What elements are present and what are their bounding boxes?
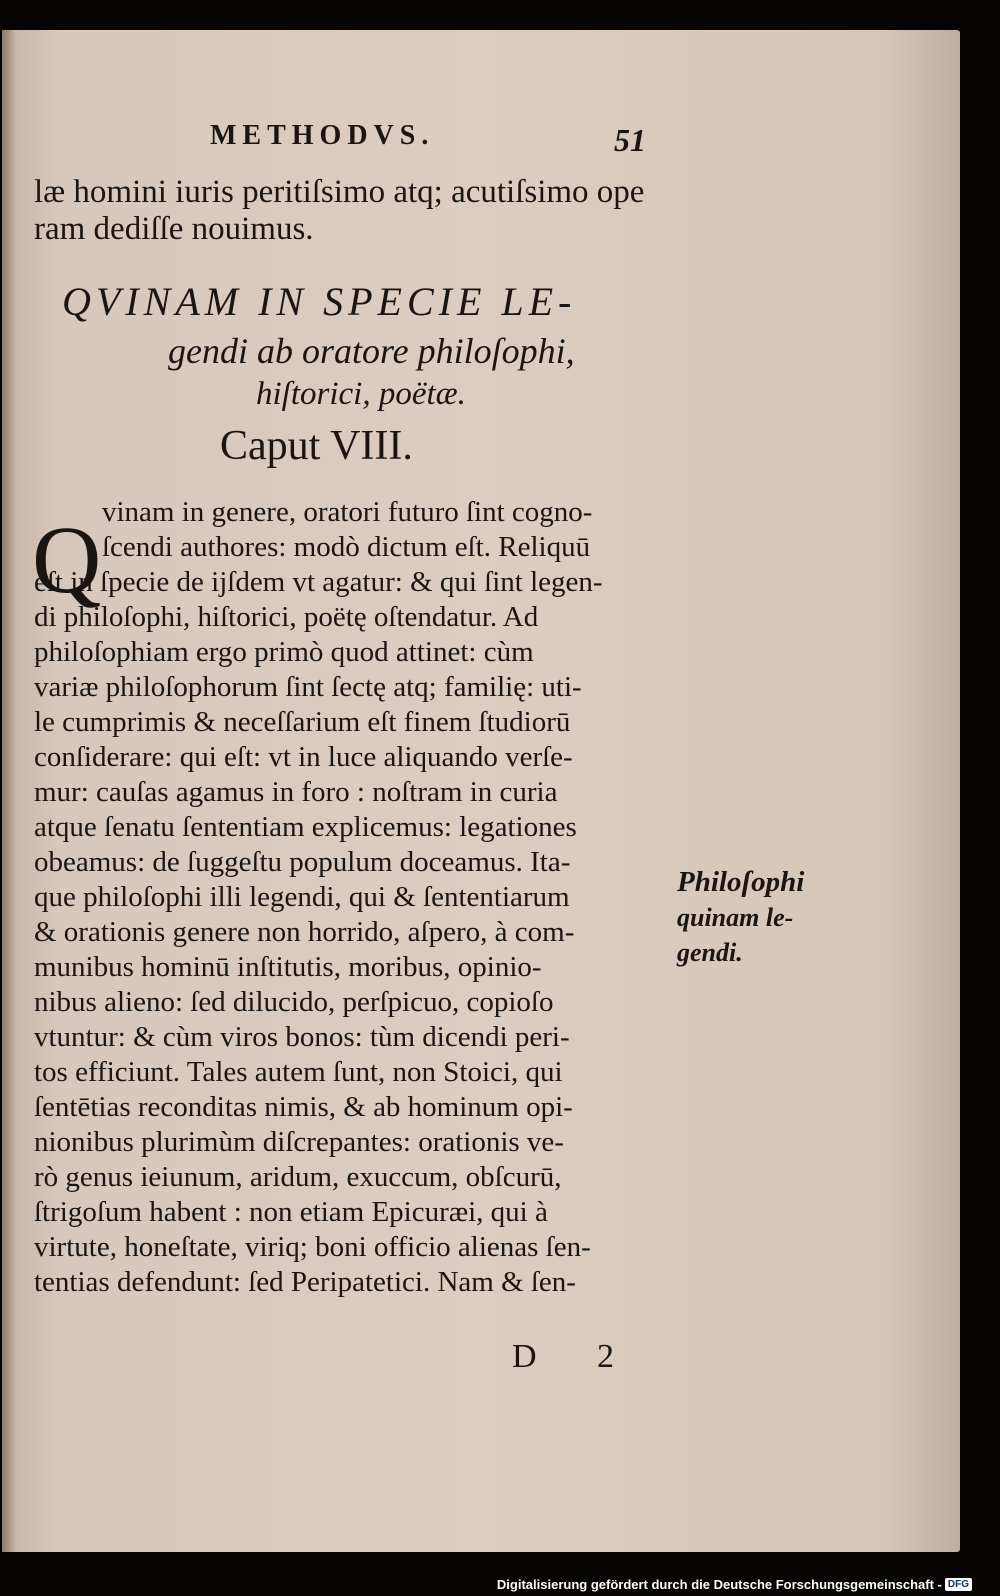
- body-line: ſtrigoſum habent : non etiam Epicuræi, qui à: [34, 1196, 548, 1228]
- drop-cap: Q: [32, 506, 102, 613]
- book-page: [2, 30, 960, 1552]
- body-line: atque ſenatu ſententiam explicemus: legationes: [34, 811, 577, 843]
- body-line: mur: cauſas agamus in foro : noſtram in curia: [34, 776, 558, 808]
- body-line: obeamus: de ſuggeſtu populum doceamus. Ita-: [34, 846, 571, 878]
- chapter-heading-line-2: gendi ab oratore philoſophi,: [168, 331, 575, 371]
- body-line: tos efficiunt. Tales autem ſunt, non Stoici, qui: [34, 1056, 563, 1088]
- intro-line: læ homini iuris peritiſsimo atq; acutiſsimo ope: [34, 174, 645, 210]
- body-line: ſcendi authores: modò dictum eſt. Reliquū: [102, 531, 591, 563]
- body-line: & orationis genere non horrido, aſpero, à com-: [34, 916, 575, 948]
- body-line: eſt in ſpecie de ijſdem vt agatur: & qui ſint legen-: [34, 566, 603, 598]
- running-header-title: METHODVS.: [210, 120, 435, 151]
- body-line: variæ philoſophorum ſint ſectę atq; familię: uti-: [34, 671, 582, 703]
- body-line: tentias defendunt: ſed Peripatetici. Nam & ſen-: [34, 1266, 576, 1298]
- body-line: le cumprimis & neceſſarium eſt finem ſtudiorū: [34, 706, 571, 738]
- body-line: rò genus ieiunum, aridum, exuccum, obſcurū,: [34, 1161, 562, 1193]
- margin-note-line: Philoſophi: [677, 866, 805, 898]
- page-number: 51: [614, 122, 646, 158]
- intro-line: ram dediſſe nouimus.: [34, 211, 314, 247]
- footer-credit: [497, 1574, 972, 1594]
- body-line: nibus alieno: ſed dilucido, perſpicuo, copioſo: [34, 986, 554, 1018]
- binding-gutter-shadow: [2, 30, 16, 1552]
- body-line: que philoſophi illi legendi, qui & ſententiarum: [34, 881, 570, 913]
- body-line: conſiderare: qui eſt: vt in luce aliquando verſe-: [34, 741, 573, 773]
- body-line: vtuntur: & cùm viros bonos: tùm dicendi peri-: [34, 1021, 570, 1053]
- margin-note-line: quinam le-: [677, 903, 794, 932]
- body-line: vinam in genere, oratori futuro ſint cogno-: [102, 496, 593, 528]
- signature-mark: D 2: [512, 1338, 641, 1375]
- body-line: virtute, honeſtate, viriq; boni officio alienas ſen-: [34, 1231, 591, 1263]
- chapter-caption: Caput VIII.: [220, 423, 413, 469]
- body-line: nionibus plurimùm diſcrepantes: orationis ve-: [34, 1126, 564, 1158]
- dfg-logo-icon: DFG: [945, 1578, 972, 1591]
- body-line: ſentētias reconditas nimis, & ab hominum opi-: [34, 1091, 573, 1123]
- body-line: philoſophiam ergo primò quod attinet: cùm: [34, 636, 534, 668]
- chapter-heading-line-1: QVINAM IN SPECIE LE-: [62, 279, 577, 324]
- body-line: di philoſophi, hiſtorici, poëtę oſtendatur. Ad: [34, 601, 539, 633]
- chapter-heading-line-3: hiſtorici, poëtæ.: [256, 376, 466, 412]
- footer-credit-text: Digitalisierung gefördert durch die Deutsche Forschungsgemeinschaft -: [496, 1576, 942, 1592]
- body-line: munibus hominū inſtitutis, moribus, opinio-: [34, 951, 542, 983]
- margin-note-line: gendi.: [677, 938, 743, 967]
